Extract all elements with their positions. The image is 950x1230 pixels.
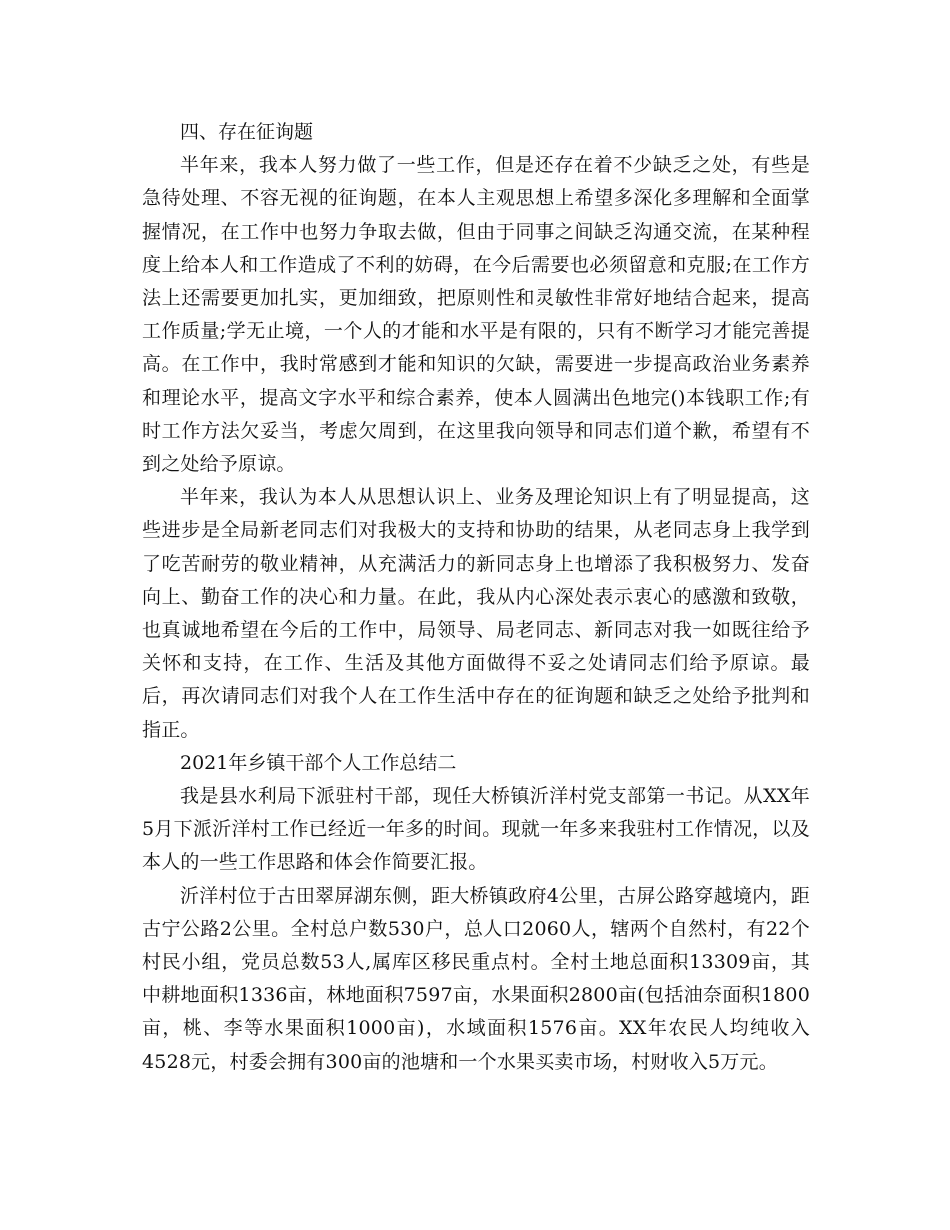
section-heading-problems: 四、存在征询题 — [180, 121, 314, 143]
paragraph-shortcomings: 半年来，我本人努力做了一些工作，但是还存在着不少缺乏之处，有些是急待处理、不容无视的征询题，在本人主观思想上希望多深化多理解和全面掌握情况，在工作中也努力争取去做，但由于同事之间缺乏沟通交流，在某种程度上给本人和工作造成了不利的妨碍，在今后需要也必须留意和克服;在工作方法上还需要更加扎实，更加细致，把原则性和灵敏性非常好地结合起来，提高工作质量;学无止境，一个人的才能和水平是有限的，只有不断学习才能完善提高。在工作中，我时常感到才能和知识的欠缺，需要进一步提高政治业务素养和理论水平，提高文字水平和综合素养，使本人圆满出色地完()本钱职工作;有时工作方法欠妥当，考虑欠周到，在这里我向领导和同志们道个歉，希望有不到之处给予原谅。 — [142, 154, 810, 476]
paragraph-introduction: 我是县水利局下派驻村干部，现任大桥镇沂洋村党支部第一书记。从XX年5月下派沂洋村工作已经近一年多的时间。现就一年多来我驻村工作情况，以及本人的一些工作思路和体会作简要汇报。 — [142, 785, 810, 874]
document-body — [142, 116, 810, 1079]
paragraph-gratitude: 半年来，我认为本人从思想认识上、业务及理论知识上有了明显提高，这些进步是全局新老同志们对我极大的支持和协助的结果，从老同志身上我学到了吃苦耐劳的敬业精神，从充满活力的新同志身上也增添了我积极努力、发奋向上、勤奋工作的决心和力量。在此，我从内心深处表示衷心的感激和致敬，也真诚地希望在今后的工作中，局领导、局老同志、新同志对我一如既往给予关怀和支持，在工作、生活及其他方面做得不妥之处请同志们给予原谅。最后，再次请同志们对我个人在工作生活中存在的征询题和缺乏之处给予批判和指正。 — [142, 486, 810, 741]
section-heading-summary-two: 2021年乡镇干部个人工作总结二 — [180, 751, 457, 774]
paragraph-village-overview: 沂洋村位于古田翠屏湖东侧，距大桥镇政府4公里，古屏公路穿越境内，距古宁公路2公里。全村总户数530户，总人口2060人，辖两个自然村，有22个村民小组，党员总数53人,属库区移民重点村。全村土地总面积13309亩，其中耕地面积1336亩，林地面积7597亩，水果面积2800亩(包括油奈面积1800亩，桃、李等水果面积1000亩)，水域面积1576亩。XX年农民人均纯收入4528元，村委会拥有300亩的池塘和一个水果买卖市场，村财收入5万元。 — [142, 884, 810, 1073]
